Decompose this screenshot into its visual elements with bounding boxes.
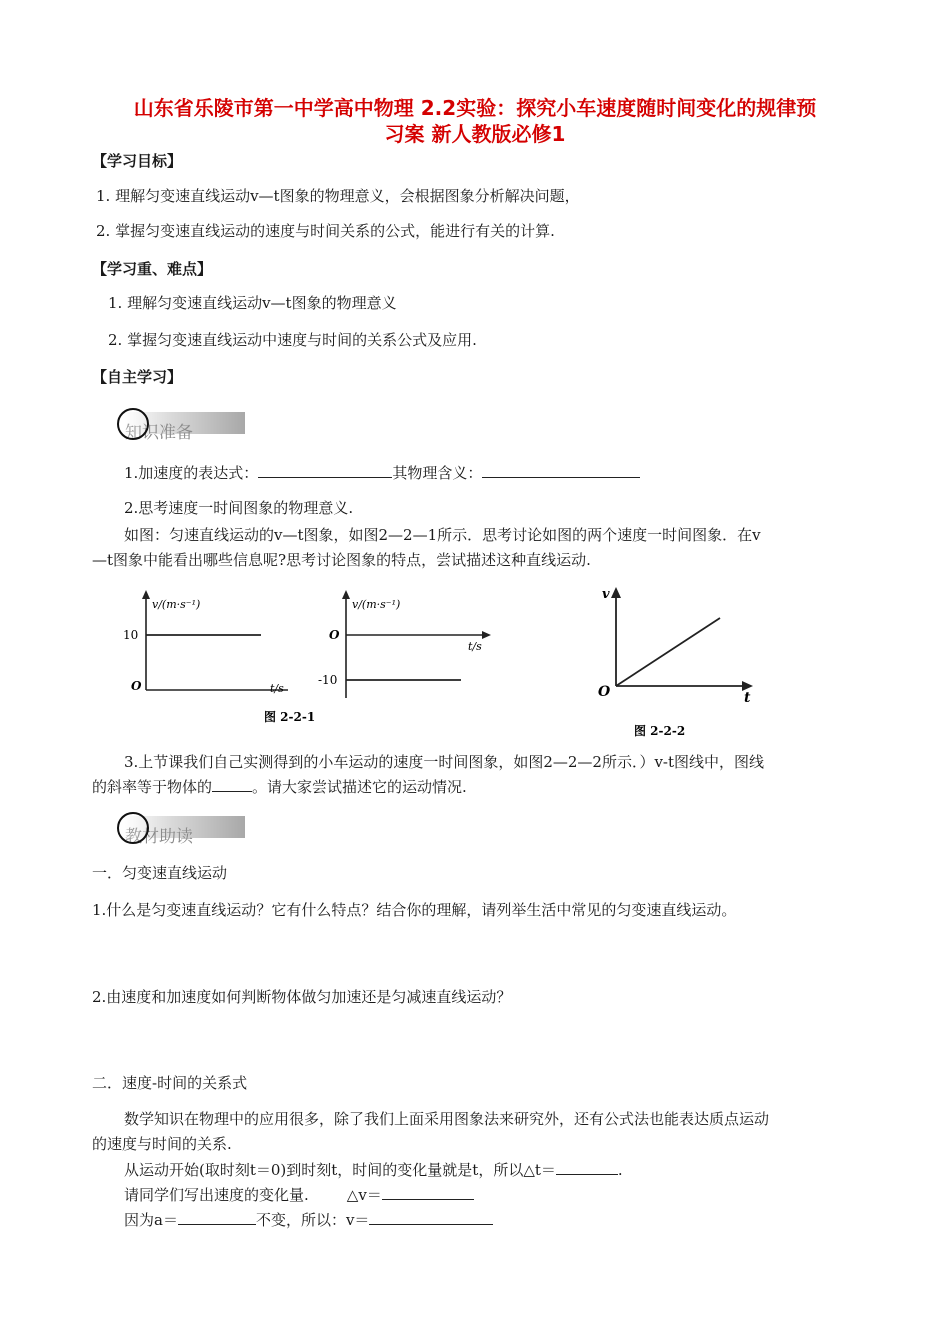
blank-accel-expr[interactable] (258, 463, 392, 478)
document-title-line1: 山东省乐陵市第一中学高中物理 2.2实验：探究小车速度随时间变化的规律预 (133, 96, 817, 120)
blank-physical-meaning[interactable] (482, 463, 640, 478)
delta-t-label: 从运动开始(取时刻t＝0)到时刻t，时间的变化量就是t，所以△t＝ (124, 1161, 556, 1179)
section2-heading2: 二．速度-时间的关系式 (92, 1074, 248, 1092)
section2-q1: 1.什么是匀变速直线运动？它有什么特点？结合你的理解，请列举生活中常见的匀变速直线运动。 (92, 901, 737, 919)
q2-para-line2: —t图象中能看出哪些信息呢?思考讨论图象的特点，尝试描述这种直线运动. (92, 551, 591, 569)
blank-v[interactable] (369, 1210, 493, 1225)
blank-slope[interactable] (212, 777, 252, 792)
delta-v-line (124, 1184, 474, 1205)
blank-delta-t[interactable] (556, 1160, 618, 1175)
keypoint-item-2: 2. 掌握匀变速直线运动中速度与时间的关系公式及应用. (108, 331, 477, 349)
figure-2-2-1 (118, 588, 508, 733)
figure-2-2-2 (590, 582, 770, 740)
fig2-line (616, 618, 720, 686)
q2-line: 2.思考速度一时间图象的物理意义. (124, 499, 354, 517)
fig2-y-arrow (611, 587, 621, 598)
fig1b-x-arrow (482, 631, 491, 639)
fig1-caption: 图 2-2-1 (264, 710, 316, 724)
blank-delta-v[interactable] (382, 1185, 474, 1200)
fig1b-ylabel: v/(m·s⁻¹) (352, 598, 401, 611)
section1-tag (117, 412, 247, 443)
fig1b-xlabel: t/s (468, 640, 482, 653)
fig1b-y-arrow (342, 590, 350, 599)
fig1a-xlabel: t/s (270, 682, 284, 695)
goal-item-2: 2. 掌握匀变速直线运动的速度与时间关系的公式，能进行有关的计算. (96, 222, 555, 240)
q1-label-b: 其物理含义： (392, 464, 483, 482)
q1-label-a: 1.加速度的表达式： (124, 464, 259, 482)
self-study-heading: 【自主学习】 (92, 368, 183, 386)
goals-heading: 【学习目标】 (92, 152, 183, 170)
blank-a[interactable] (178, 1210, 256, 1225)
fig1b-origin: O (329, 628, 340, 642)
section1-tag-label: 知识准备 (125, 423, 193, 443)
q3-label-b: 。请大家尝试描述它的运动情况. (252, 778, 467, 796)
formula-line (124, 1209, 493, 1230)
document-title-line2: 习案 新人教版必修1 (384, 122, 566, 146)
fig2-origin: O (598, 684, 611, 700)
section2-q2: 2.由速度和加速度如何判断物体做匀加速还是匀减速直线运动？ (92, 988, 512, 1006)
keypoints-heading: 【学习重、难点】 (92, 260, 213, 278)
section2-tag (117, 816, 247, 847)
fig1a-value: 10 (123, 628, 139, 642)
section2-heading1: 一．匀变速直线运动 (92, 864, 228, 882)
fig2-caption: 图 2-2-2 (634, 724, 686, 738)
delta-t-line (124, 1159, 623, 1180)
q1-line (124, 462, 640, 483)
delta-v-label: △v＝ (346, 1186, 382, 1204)
delta-t-period: . (617, 1161, 623, 1179)
section2-para-line1: 数学知识在物理中的应用很多，除了我们上面采用图象法来研究外，还有公式法也能表达质点运动 (124, 1110, 770, 1128)
q2-para-line1: 如图：匀速直线运动的v—t图象，如图2—2—1所示．思考讨论如图的两个速度一时间图象．在v (124, 526, 761, 544)
v-label: 不变，所以：v＝ (255, 1211, 370, 1229)
q3-label-a: 的斜率等于物体的 (92, 778, 213, 796)
a-label: 因为a＝ (124, 1211, 178, 1229)
fig2-xlabel: t (744, 690, 751, 706)
q3-line2 (92, 776, 467, 797)
section2-para-line2: 的速度与时间的关系. (92, 1135, 232, 1153)
fig1b-value: -10 (318, 673, 338, 687)
keypoint-item-1: 1. 理解匀变速直线运动v—t图象的物理意义 (108, 294, 397, 312)
fig1a-y-arrow (142, 590, 150, 599)
circle-icon (117, 812, 149, 844)
section2-tag-label: 教材助读 (125, 827, 193, 847)
circle-icon (117, 408, 149, 440)
q3-line1: 3.上节课我们自己实测得到的小车运动的速度一时间图象，如图2—2—2所示．）v-t图线中，图线 (124, 753, 765, 771)
fig1a-ylabel: v/(m·s⁻¹) (152, 598, 201, 611)
fig2-ylabel: v (602, 587, 610, 602)
fig1a-origin: O (131, 679, 142, 693)
goal-item-1: 1. 理解匀变速直线运动v—t图象的物理意义，会根据图象分析解决问题， (96, 187, 580, 205)
delta-v-prompt: 请同学们写出速度的变化量. (124, 1186, 309, 1204)
